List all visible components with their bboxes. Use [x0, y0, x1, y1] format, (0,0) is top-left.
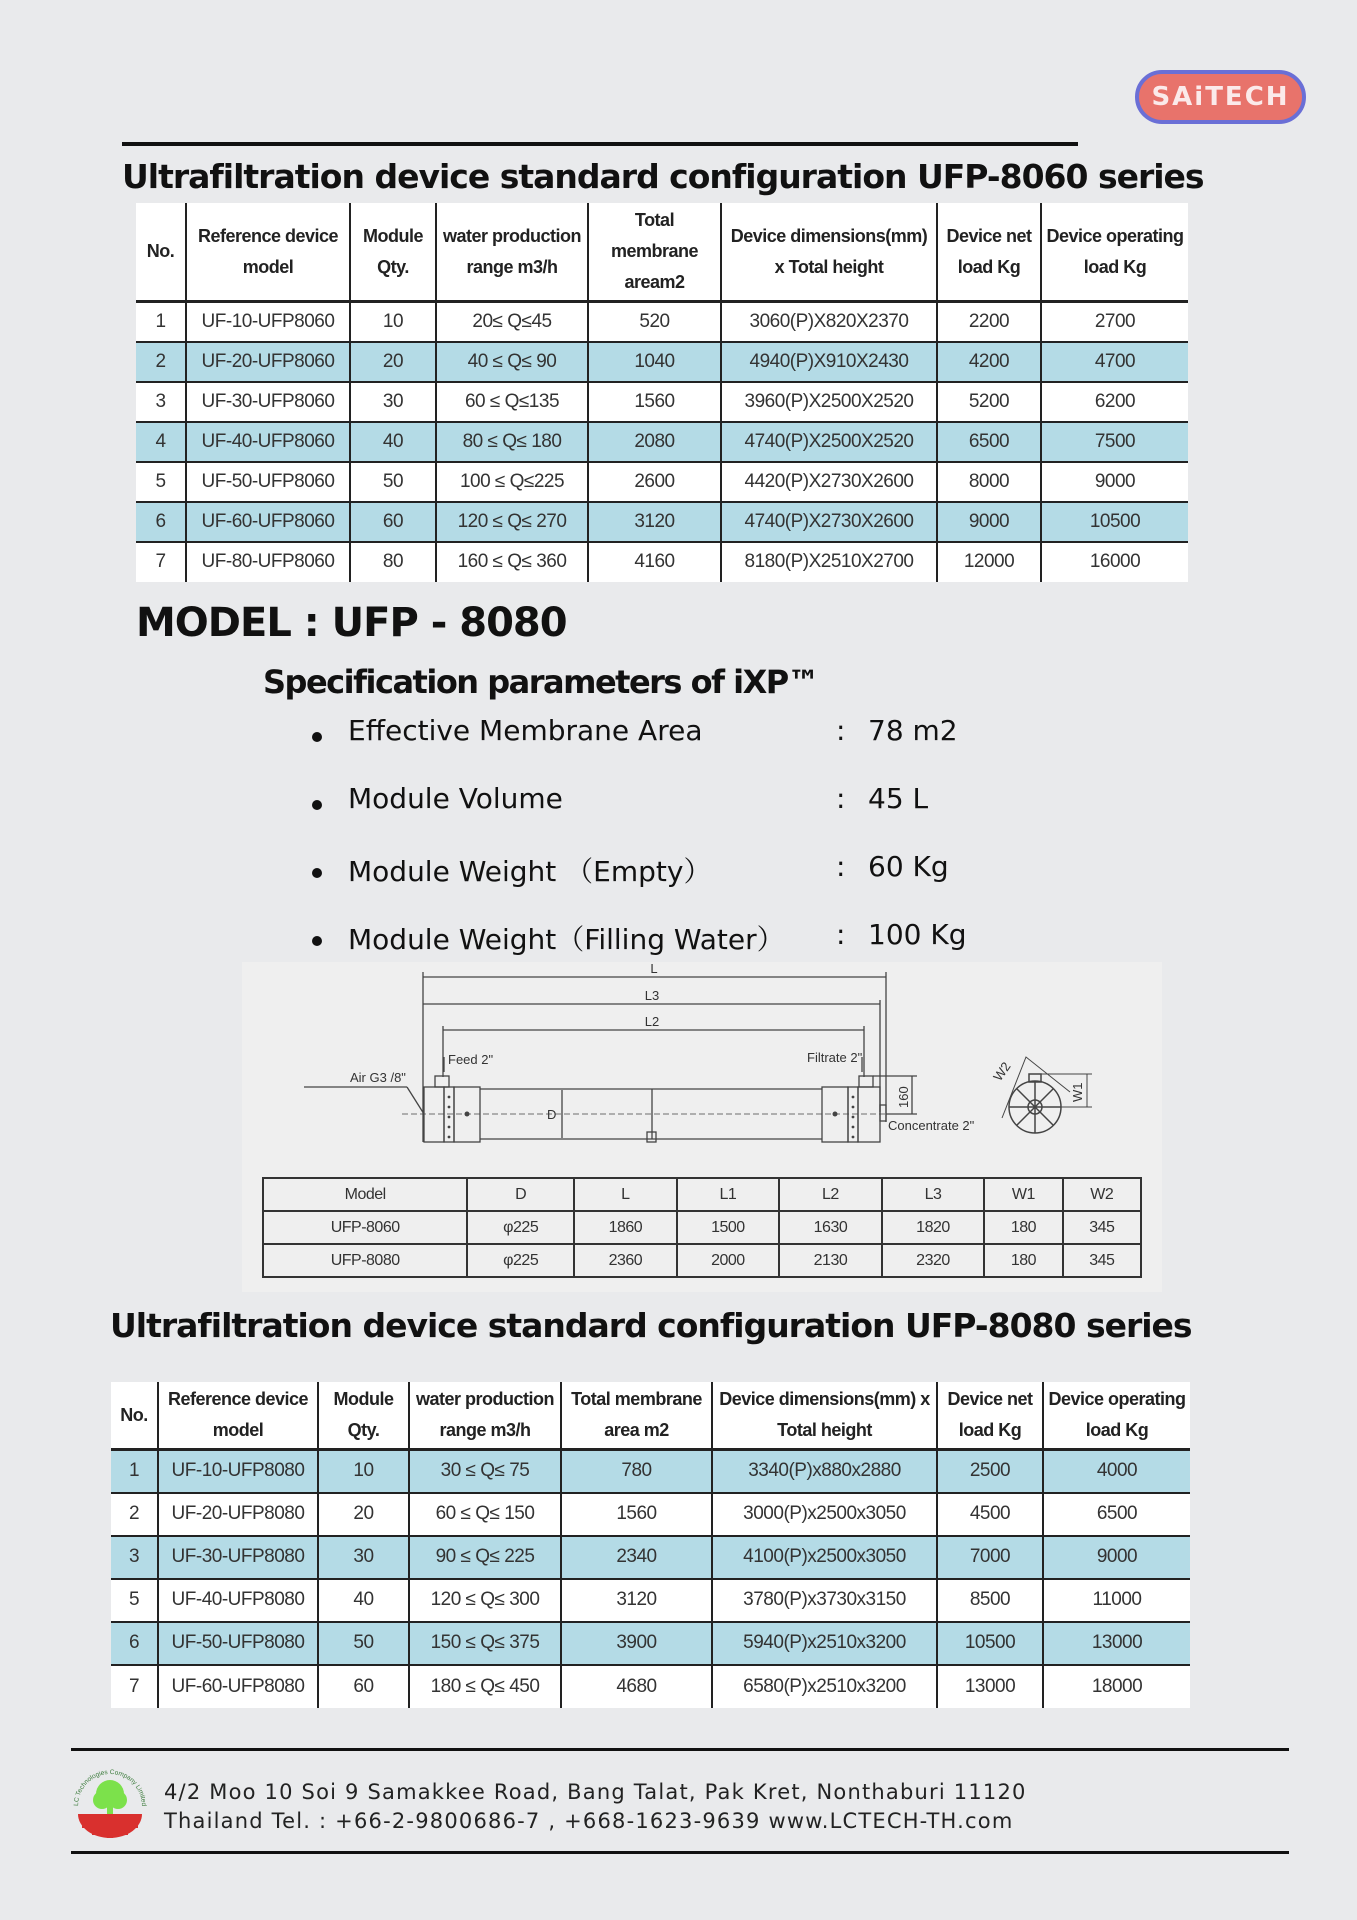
table-cell: 40 [318, 1579, 409, 1622]
table-cell: UFP-8080 [263, 1244, 467, 1277]
column-header: Device operating load Kg [1041, 203, 1188, 302]
table-cell: 2600 [588, 462, 721, 502]
spec-label: Module Weight （Empty） [348, 855, 712, 888]
saitech-logo [1135, 70, 1306, 124]
table-cell: 2000 [677, 1244, 780, 1277]
ufp8080-title: Ultrafiltration device standard configuration UFP-8080 series [110, 1306, 1192, 1345]
table-cell: UF-40-UFP8080 [158, 1579, 318, 1622]
table-row [111, 1622, 1190, 1665]
table-cell: 7 [128, 1675, 140, 1697]
table-cell: UF-30-UFP8080 [158, 1536, 318, 1579]
table-cell: 90 ≤ Q≤ 225 [409, 1536, 561, 1579]
column-header: Device operating load Kg [1043, 1382, 1190, 1450]
column-header: L2 [779, 1178, 882, 1211]
concentrate-port [880, 1105, 886, 1121]
table-row [136, 302, 1188, 342]
table-cell: 1630 [779, 1211, 882, 1244]
footer-phone-web: Thailand Tel. : +66-2-9800686-7 , +668-1623-9639 www.LCTECH-TH.com [164, 1809, 1014, 1833]
table-cell: 1860 [574, 1211, 677, 1244]
table-cell: UF-40-UFP8060 [186, 422, 350, 462]
column-header: L1 [677, 1178, 780, 1211]
table-cell: 6 [136, 502, 186, 542]
table-cell: 180 [984, 1244, 1062, 1277]
table-cell: 4160 [588, 542, 721, 582]
table-cell: 4700 [1041, 342, 1188, 382]
spec-separator: : [836, 714, 846, 747]
table-row [136, 462, 1188, 502]
spec-separator: : [836, 782, 846, 815]
table-cell: 2 [136, 342, 186, 382]
table-cell: 3000(P)x2500x3050 [712, 1493, 937, 1536]
table-row [263, 1244, 1141, 1277]
table-cell: 5 [111, 1579, 158, 1622]
spec-value: 60 Kg [868, 850, 949, 883]
label-air: Air G3 /8" [350, 1070, 406, 1085]
feed-port [435, 1076, 449, 1087]
table-cell: 10500 [937, 1622, 1043, 1665]
column-header: W2 [1063, 1178, 1141, 1211]
column-header: Total membrane aream2 [588, 203, 721, 302]
spec-item-membrane-area [312, 714, 1012, 782]
table-cell: 2080 [588, 422, 721, 462]
label-feed: Feed 2" [448, 1052, 494, 1067]
table-cell: 4100(P)x2500x3050 [712, 1536, 937, 1579]
footer-divider-bottom [71, 1851, 1289, 1854]
table-row [111, 1579, 1190, 1622]
table-cell: 2360 [574, 1244, 677, 1277]
label-W2: W2 [990, 1059, 1014, 1084]
spec-value: 45 L [868, 782, 929, 815]
table-cell: 3340(P)x880x2880 [712, 1450, 937, 1493]
left-endcap [424, 1087, 444, 1142]
table-cell: 3120 [561, 1579, 712, 1622]
spec-label: Module Weight（Filling Water） [348, 923, 785, 956]
table-cell: 30 [350, 382, 436, 422]
footer-address: 4/2 Moo 10 Soi 9 Samakkee Road, Bang Talat, Pak Kret, Nonthaburi 11120 [164, 1780, 1027, 1804]
spec-list [312, 714, 1012, 986]
table-cell: 2 [111, 1493, 158, 1536]
table-cell: 30 ≤ Q≤ 75 [409, 1450, 561, 1493]
table-cell: 4000 [1043, 1450, 1190, 1493]
table-cell: 50 [318, 1622, 409, 1665]
table-cell: 13000 [1043, 1622, 1190, 1665]
spec-label: Module Volume [348, 782, 563, 815]
column-header: water production range m3/h [409, 1382, 561, 1450]
table-cell: UFP-8060 [263, 1211, 467, 1244]
table-cell: 10 [350, 302, 436, 342]
column-header: water production range m3/h [436, 203, 588, 302]
table-header-row [263, 1178, 1141, 1211]
table-row [136, 502, 1188, 542]
header-divider [122, 142, 1078, 146]
table-cell: 2340 [561, 1536, 712, 1579]
table-cell: 8500 [937, 1579, 1043, 1622]
table-cell: 3900 [561, 1622, 712, 1665]
footer-contact [164, 1778, 1027, 1836]
table-cell: 6500 [1043, 1493, 1190, 1536]
table-cell: UF-60-UFP8060 [186, 502, 350, 542]
column-header: Reference device model [186, 203, 350, 302]
table-cell: 80 ≤ Q≤ 180 [436, 422, 588, 462]
table-cell: 3120 [588, 502, 721, 542]
table-cell: 120 ≤ Q≤ 270 [436, 502, 588, 542]
spec-value: 100 Kg [868, 918, 967, 951]
table-cell: 150 ≤ Q≤ 375 [409, 1622, 561, 1665]
table-cell: 9000 [1041, 462, 1188, 502]
table-cell: 60 [350, 502, 436, 542]
column-header: Device net load Kg [937, 1382, 1043, 1450]
table-cell: UF-20-UFP8080 [158, 1493, 318, 1536]
table-cell: 3780(P)x3730x3150 [712, 1579, 937, 1622]
table-cell: 1820 [882, 1211, 985, 1244]
table-cell: 18000 [1043, 1665, 1190, 1708]
table-cell: 2200 [937, 302, 1041, 342]
table-cell: 1040 [588, 342, 721, 382]
table-cell: φ225 [467, 1211, 574, 1244]
table-cell: 8000 [937, 462, 1041, 502]
table-cell: 4940(P)X910X2430 [721, 342, 937, 382]
table-cell: 520 [588, 302, 721, 342]
table-cell: 7 [155, 551, 166, 572]
table-row [136, 382, 1188, 422]
table-cell: 3 [136, 382, 186, 422]
ufp8060-title: Ultrafiltration device standard configuration UFP-8060 series [122, 157, 1204, 196]
column-header: D [467, 1178, 574, 1211]
label-L: L [650, 962, 658, 976]
column-header: Device dimensions(mm) x Total height [712, 1382, 937, 1450]
table-cell: 30 [318, 1536, 409, 1579]
table-cell: 10500 [1041, 502, 1188, 542]
table-cell: 2700 [1041, 302, 1188, 342]
logo-text: SAiTECH [1151, 82, 1290, 112]
table-cell: 180 ≤ Q≤ 450 [409, 1665, 561, 1708]
column-header: Model [263, 1178, 467, 1211]
table-cell: 60 ≤ Q≤ 150 [409, 1493, 561, 1536]
table-cell: 780 [561, 1450, 712, 1493]
table-cell: 1560 [561, 1493, 712, 1536]
footer-divider-top [71, 1748, 1289, 1751]
table-cell: φ225 [467, 1244, 574, 1277]
table-cell: 60 ≤ Q≤135 [436, 382, 588, 422]
table-row [263, 1211, 1141, 1244]
table-row [136, 542, 1188, 582]
column-header: Module Qty. [318, 1382, 409, 1450]
table-cell: UF-20-UFP8060 [186, 342, 350, 382]
label-filtrate: Filtrate 2" [807, 1050, 863, 1065]
table-cell: 345 [1063, 1244, 1141, 1277]
table-cell: 4680 [561, 1665, 712, 1708]
table-cell: 4 [136, 422, 186, 462]
column-header: L3 [882, 1178, 985, 1211]
model-heading: MODEL : UFP - 8080 [136, 600, 567, 646]
table-cell: 40 ≤ Q≤ 90 [436, 342, 588, 382]
table-row [111, 1536, 1190, 1579]
column-header: W1 [984, 1178, 1062, 1211]
table-row [111, 1450, 1190, 1493]
table-cell: 180 [984, 1211, 1062, 1244]
table-cell: 8180(P)X2510X2700 [721, 542, 937, 582]
table-cell: UF-60-UFP8080 [158, 1665, 318, 1708]
table-cell: 9000 [1043, 1536, 1190, 1579]
column-header: Total membrane area m2 [561, 1382, 712, 1450]
bullet-icon [312, 800, 322, 810]
table-cell: UF-10-UFP8060 [186, 302, 350, 342]
bullet-icon [312, 936, 322, 946]
table-cell: 20≤ Q≤45 [436, 302, 588, 342]
table-cell: 20 [350, 342, 436, 382]
table-cell: 9000 [937, 502, 1041, 542]
column-header: Module Qty. [350, 203, 436, 302]
column-header: Reference device model [158, 1382, 318, 1450]
filtrate-port [859, 1076, 873, 1087]
table-cell: UF-50-UFP8060 [186, 462, 350, 502]
table-cell: UF-80-UFP8060 [186, 542, 350, 582]
table-cell: 1500 [677, 1211, 780, 1244]
spec-value: 78 m2 [868, 714, 958, 747]
spec-heading: Specification parameters of iXP™ [263, 663, 819, 701]
table-cell: 16000 [1041, 542, 1188, 582]
spec-item-module-volume [312, 782, 1012, 850]
module-drawing [242, 962, 1162, 1162]
table-cell: 6500 [937, 422, 1041, 462]
table-cell: 50 [350, 462, 436, 502]
table-cell: 4420(P)X2730X2600 [721, 462, 937, 502]
table-cell: 5940(P)x2510x3200 [712, 1622, 937, 1665]
table-cell: 1560 [588, 382, 721, 422]
table-cell: 12000 [937, 542, 1041, 582]
table-cell: 4200 [937, 342, 1041, 382]
table-cell: 3 [111, 1536, 158, 1579]
label-W1: W1 [1070, 1082, 1085, 1102]
table-cell: 3960(P)X2500X2520 [721, 382, 937, 422]
column-header: L [574, 1178, 677, 1211]
table-cell: UF-50-UFP8080 [158, 1622, 318, 1665]
table-header-row [111, 1382, 1190, 1450]
label-L2: L2 [644, 1014, 660, 1029]
table-cell: UF-10-UFP8080 [158, 1450, 318, 1493]
table-cell: 100 ≤ Q≤225 [436, 462, 588, 502]
table-cell: 11000 [1043, 1579, 1190, 1622]
table-cell: 7500 [1041, 422, 1188, 462]
table-cell: UF-30-UFP8060 [186, 382, 350, 422]
table-cell: 40 [350, 422, 436, 462]
ufp8060-config-table [136, 203, 1188, 582]
spec-separator: : [836, 918, 846, 951]
table-cell: 6580(P)x2510x3200 [712, 1665, 937, 1708]
logo-ring-text: LC Technologies Company Limited [72, 1768, 148, 1807]
bullet-icon [312, 732, 322, 742]
table-cell: 5 [136, 462, 186, 502]
table-cell: 7000 [937, 1536, 1043, 1579]
label-160: 160 [896, 1086, 911, 1108]
table-cell: 1 [136, 302, 186, 342]
table-row [111, 1665, 1190, 1708]
column-header: No. [136, 203, 186, 302]
table-cell: 2130 [779, 1244, 882, 1277]
table-cell: 13000 [937, 1665, 1043, 1708]
bullet-icon [312, 868, 322, 878]
table-row [136, 342, 1188, 382]
table-row [136, 422, 1188, 462]
spec-separator: : [836, 850, 846, 883]
label-D: D [547, 1107, 557, 1122]
table-cell: 6 [111, 1622, 158, 1665]
table-cell: 120 ≤ Q≤ 300 [409, 1579, 561, 1622]
table-cell: 5200 [937, 382, 1041, 422]
spec-item-weight-empty [312, 850, 1012, 918]
table-cell: 160 ≤ Q≤ 360 [436, 542, 588, 582]
table-cell: 4740(P)X2500X2520 [721, 422, 937, 462]
table-cell: 2500 [937, 1450, 1043, 1493]
ufp8080-config-table [111, 1382, 1190, 1708]
dimensions-table [262, 1177, 1142, 1278]
table-cell: 4740(P)X2730X2600 [721, 502, 937, 542]
column-header: No. [111, 1382, 158, 1450]
table-cell: 20 [318, 1493, 409, 1536]
table-cell: 80 [350, 542, 436, 582]
spec-label: Effective Membrane Area [348, 714, 703, 747]
table-cell: 60 [318, 1665, 409, 1708]
table-cell: 6200 [1041, 382, 1188, 422]
table-cell: 4500 [937, 1493, 1043, 1536]
table-cell: 3060(P)X820X2370 [721, 302, 937, 342]
table-cell: 345 [1063, 1211, 1141, 1244]
label-concentrate: Concentrate 2" [888, 1118, 975, 1133]
label-L3: L3 [644, 988, 660, 1003]
column-header: Device dimensions(mm) x Total height [721, 203, 937, 302]
table-cell: 2320 [882, 1244, 985, 1277]
table-cell: 10 [318, 1450, 409, 1493]
table-cell: 1 [111, 1450, 158, 1493]
table-row [111, 1493, 1190, 1536]
lc-technologies-logo [68, 1762, 152, 1842]
table-header-row [136, 203, 1188, 302]
column-header: Device net load Kg [937, 203, 1041, 302]
